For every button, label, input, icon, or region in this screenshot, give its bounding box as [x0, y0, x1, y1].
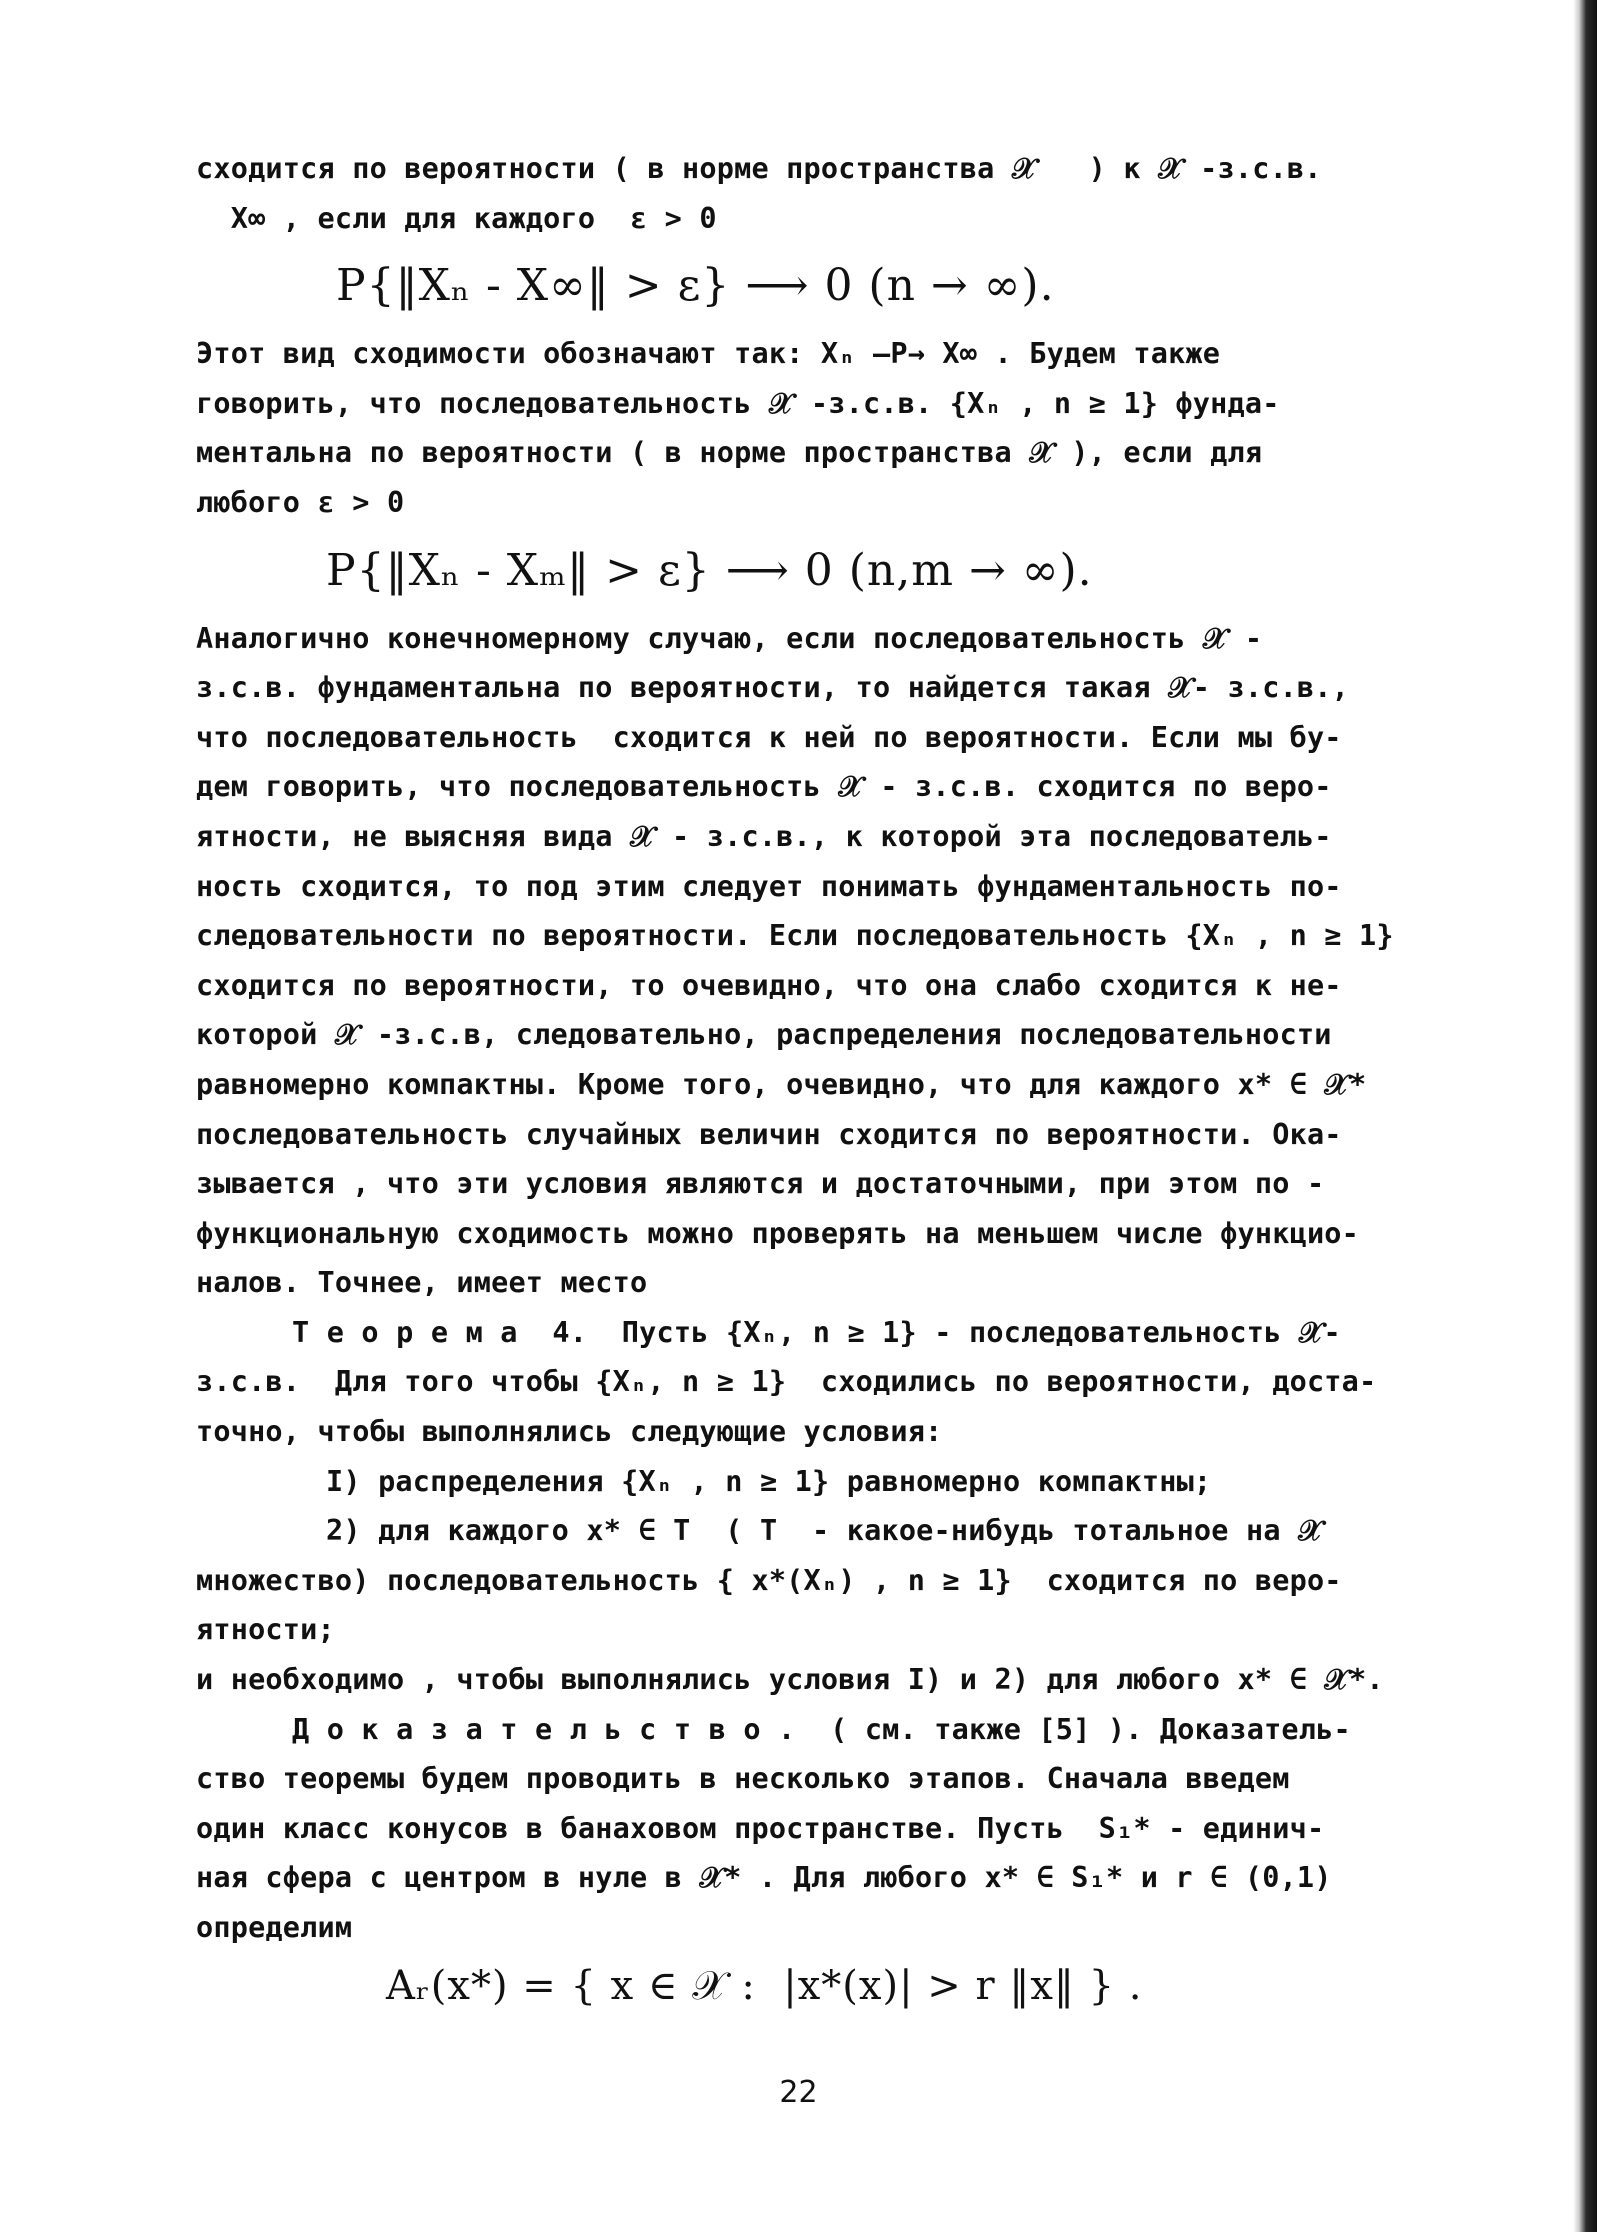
text-line: определим: [196, 1911, 353, 1944]
text-line: один класс конусов в банаховом пространстве. Пусть S₁* - единич-: [196, 1811, 1325, 1845]
text-line: Этот вид сходимости обозначают так: Xₙ —P→ X∞ . Будем также: [196, 337, 1221, 371]
text-line: Аналогично конечномерному случаю, если последовательность 𝒳 -: [196, 621, 1263, 655]
condition-2: 2) для каждого x* ∈ T ( T - какое-нибудь тотальное на 𝒳: [326, 1514, 1323, 1548]
text-line: ментальна по вероятности ( в норме пространства 𝒳 ), если для: [196, 436, 1263, 470]
text-line: функциональную сходимость можно проверять на меньшем числе функцио-: [196, 1216, 1360, 1250]
text-line: X∞ , если для каждого ε > 0: [196, 201, 717, 235]
text-line: дем говорить, что последовательность 𝒳 - з.с.в. сходится по веро-: [196, 770, 1332, 804]
formula-fundamental-in-probability: P{‖Xₙ - Xₘ‖ > ε} ⟶ 0 (n,m → ∞).: [326, 544, 1093, 596]
condition-1: I) распределения {Xₙ , n ≥ 1} равномерно компактны;: [326, 1464, 1212, 1498]
text-line: зывается , что эти условия являются и достаточными, при этом по -: [196, 1167, 1325, 1201]
text-line: говорить, что последовательность 𝒳 -з.с.в. {Xₙ , n ≥ 1} фунда-: [196, 386, 1280, 420]
text-line: сходится по вероятности ( в норме пространства 𝒳 ) к 𝒳 -з.с.в.: [196, 152, 1322, 185]
theorem-heading: Т е о р е м а 4. Пусть {Xₙ, n ≥ 1} - последовательность 𝒳-: [292, 1315, 1341, 1349]
formula-cone-definition: Aᵣ(x*) = { x ∈ 𝒳 : |x*(x)| > r ‖x‖ } .: [386, 1962, 1143, 2009]
text-line: точно, чтобы выполнялись следующие условия:: [196, 1415, 943, 1449]
text-line: что последовательность сходится к ней по вероятности. Если мы бу-: [196, 720, 1342, 754]
page-number: 22: [779, 2075, 818, 2110]
proof-heading: Д о к а з а т е л ь с т в о . ( см. также [5] ). Доказатель-: [292, 1712, 1351, 1746]
text-line: и необходимо , чтобы выполнялись условия I) и 2) для любого x* ∈ 𝒳*.: [196, 1663, 1384, 1697]
text-line: множество) последовательность { x*(Xₙ) , n ≥ 1} сходится по веро-: [196, 1563, 1342, 1597]
text-line: ность сходится, то под этим следует понимать фундаментальность по-: [196, 869, 1342, 903]
formula-convergence-in-probability: P{‖Xₙ - X∞‖ > ε} ⟶ 0 (n → ∞).: [336, 260, 1055, 312]
text-line: ятности;: [196, 1613, 335, 1647]
text-line: ство теоремы будем проводить в несколько этапов. Сначала введем: [196, 1762, 1290, 1796]
scan-edge-shadow: [1573, 0, 1597, 2232]
text-line: ятности, не выясняя вида 𝒳 - з.с.в., к которой эта последователь-: [196, 819, 1332, 853]
text-line: которой 𝒳 -з.с.в, следовательно, распределения последовательности: [196, 1018, 1332, 1052]
text-line: налов. Точнее, имеет место: [196, 1266, 648, 1300]
text-line: следовательности по вероятности. Если последовательность {Xₙ , n ≥ 1}: [196, 919, 1394, 953]
text-line: з.с.в. Для того чтобы {Xₙ, n ≥ 1} сходились по вероятности, доста-: [196, 1365, 1377, 1399]
main-text: [196, 144, 1526, 2019]
text-line: сходится по вероятности, то очевидно, что она слабо сходится к не-: [196, 968, 1342, 1002]
text-line: любого ε > 0: [196, 485, 405, 519]
text-line: равномерно компактны. Кроме того, очевидно, что для каждого x* ∈ 𝒳*: [196, 1067, 1367, 1101]
text-line: ная сфера с центром в нуле в 𝒳* . Для любого x* ∈ S₁* и r ∈ (0,1): [196, 1861, 1332, 1895]
text-line: последовательность случайных величин сходится по вероятности. Ока-: [196, 1117, 1342, 1151]
text-line: з.с.в. фундаментальна по вероятности, то найдется такая 𝒳- з.с.в.,: [196, 671, 1350, 705]
